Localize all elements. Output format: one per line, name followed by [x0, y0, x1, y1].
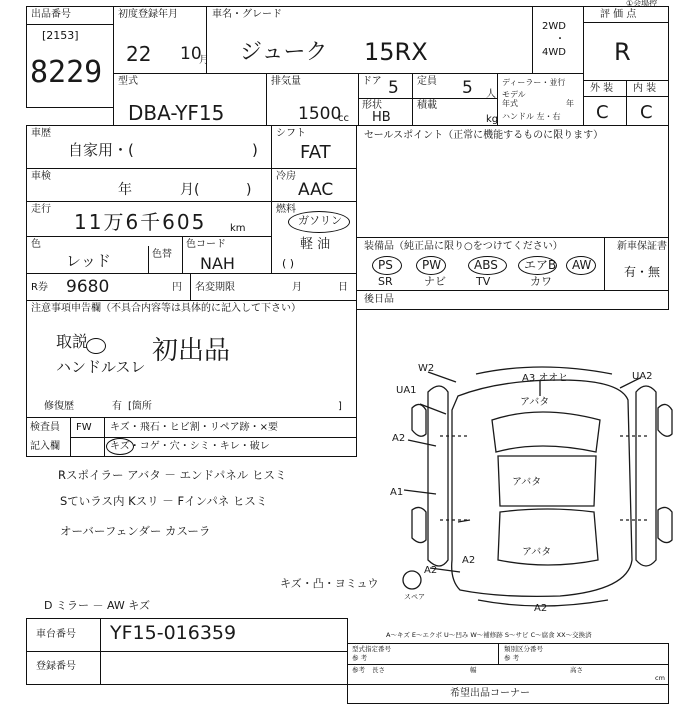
exterior-grade: C — [596, 102, 609, 123]
inspector-label-2: 記入欄 — [30, 441, 60, 452]
equipment-item: ABS — [474, 258, 498, 272]
load-label: 積載 — [417, 100, 437, 111]
color-code-value: NAH — [200, 254, 235, 273]
drive-2wd: 2WD — [542, 21, 566, 32]
dealer-label: ディーラー・並行 — [502, 78, 566, 87]
damage-mark: A1 — [390, 487, 404, 498]
inspector-fw: FW — [76, 422, 92, 433]
chassis-number: YF15-016359 — [110, 622, 237, 644]
damage-mark: UA2 — [632, 371, 653, 382]
type-label: 型式 — [118, 76, 138, 87]
door-label: ドア — [362, 76, 382, 87]
shift-label: シフト — [276, 128, 306, 139]
registration-label: 初度登録年月 — [118, 9, 178, 20]
type-value: DBA-YF15 — [128, 101, 225, 125]
damage-mark: アバタ — [512, 477, 542, 488]
displacement-unit: cc — [338, 113, 349, 124]
inspection-month: 月( — [180, 182, 200, 198]
model-label: 車名・グレード — [212, 9, 282, 20]
recycle-unit: 円 — [172, 282, 182, 293]
comment-line-5: D ミラー － AW キズ — [44, 599, 151, 612]
mileage-value: 11万6千605 — [74, 210, 207, 234]
color-code-label: 色コード — [186, 239, 226, 250]
inspection-year: 年 — [118, 182, 132, 198]
model-name: ジューク — [240, 40, 328, 65]
damage-mark: UA1 — [396, 385, 417, 396]
damage-mark: A2 — [534, 603, 548, 614]
damage-mark: A2 — [462, 555, 476, 566]
damage-mark: アバタ — [520, 397, 550, 408]
warranty-value: 有・無 — [624, 265, 661, 279]
interior-label: 内 装 — [633, 83, 657, 94]
damage-mark: アバタ — [522, 547, 552, 558]
interior-grade: C — [640, 102, 653, 123]
damage-mark: W2 — [418, 363, 435, 374]
color-replace-label: 色替 — [152, 249, 172, 260]
notes-label: 注意事項申告欄（不具合内容等は具体的に記入して下さい） — [31, 303, 301, 314]
model-year-label-2: 年式 — [502, 99, 518, 108]
inspector-row-1: キズ・飛石・ヒビ割・リペア跡・×要 — [110, 422, 278, 433]
name-change-label: 名変期限 — [195, 282, 235, 293]
width-label: 幅 — [470, 666, 477, 674]
mileage-unit: km — [230, 223, 246, 234]
damage-legend: A～キズ E～エクボ U～凹み W～補修跡 S～サビ C～腐食 XX～交換済 — [386, 631, 592, 639]
class-label: 類別区分番号 — [504, 645, 543, 653]
name-change-month: 月 — [292, 282, 302, 293]
damage-mark: A2 — [392, 433, 406, 444]
registration-month-unit: 月 — [199, 55, 209, 66]
drive-4wd: 4WD — [542, 47, 566, 58]
shape-value: HB — [372, 110, 391, 125]
equipment-label: 装備品（純正品に限り○をつけてください） — [364, 241, 563, 252]
fuel-paren: ( ) — [282, 257, 295, 270]
height-label: 高さ — [570, 666, 583, 674]
inspector-label-1: 検査員 — [30, 422, 60, 433]
note-handle: ハンドルスレ — [56, 358, 146, 376]
repair-close: ] — [338, 401, 342, 412]
lot-number: 8229 — [30, 55, 103, 90]
cm-unit: cm — [655, 674, 665, 682]
inspection-close: ) — [246, 182, 252, 198]
comment-line-3: オーバーフェンダー カスーラ — [60, 524, 211, 538]
type-designation-label: 型式指定番号 — [352, 645, 391, 653]
equipment-item: カワ — [530, 275, 552, 288]
evaluation-label: 評 価 点 — [600, 9, 637, 20]
equipment-item: PW — [422, 258, 442, 272]
history-close: ) — [252, 141, 258, 159]
footer-label: 希望出品コーナー — [450, 688, 530, 699]
fuel-label: 燃料 — [276, 204, 296, 215]
class-sub: 参 考 — [504, 654, 520, 662]
name-change-day: 日 — [338, 282, 348, 293]
equipment-item: エアB — [524, 258, 557, 272]
aircon-label: 冷房 — [276, 171, 296, 182]
shift-value: FAT — [300, 142, 331, 163]
venue-copy-mark: ①会場控 — [626, 0, 658, 8]
evaluation-score: R — [614, 38, 631, 66]
reg-number-label: 登録番号 — [36, 661, 76, 672]
fuel-value: ガソリン — [298, 214, 342, 227]
exterior-label: 外 装 — [590, 83, 614, 94]
note-first-listing: 初出品 — [152, 336, 231, 366]
length-ref: 参考 — [352, 666, 365, 674]
chassis-label: 車台番号 — [36, 629, 76, 640]
fuel-option: 軽 油 — [300, 237, 331, 252]
repair-value: 有 — [112, 401, 122, 412]
damage-mark: スペア — [404, 593, 425, 601]
capacity-unit: 人 — [486, 89, 496, 100]
comment-line-4: キズ・凸・ヨミュウ — [280, 577, 379, 590]
history-label: 車歴 — [31, 128, 51, 139]
sales-points-label: セールスポイント（正常に機能するものに限ります） — [364, 130, 604, 141]
lot-bracket-id: [2153] — [42, 29, 79, 42]
history-value: 自家用・( — [68, 141, 134, 159]
type-designation-sub: 参 考 — [352, 654, 368, 662]
capacity-value: 5 — [462, 78, 473, 98]
rear-items-label: 後日品 — [364, 294, 394, 305]
length-label: 長さ — [372, 666, 385, 674]
note-manual: 取説 — [56, 332, 89, 351]
equipment-item: ナビ — [424, 275, 446, 288]
inspector-row-2: キズ・コゲ・穴・シミ・キレ・破レ — [110, 441, 270, 452]
equipment-item: AW — [572, 258, 592, 272]
repair-place: [箇所 — [128, 401, 152, 412]
handle-label: ハンドル 左・右 — [502, 112, 561, 121]
model-year-unit: 年 — [566, 99, 574, 108]
equipment-item: TV — [476, 275, 491, 288]
comment-line-2: Sていラス内 Kスリ － Fインパネ ヒスミ — [60, 494, 268, 508]
registration-month: 10 — [180, 44, 202, 64]
registration-year: 22 — [126, 42, 152, 66]
color-value: レッド — [66, 252, 111, 270]
equipment-item: SR — [378, 275, 393, 288]
mileage-label: 走行 — [31, 204, 51, 215]
lot-label: 出品番号 — [31, 9, 71, 20]
model-year-label-1: モデル — [502, 90, 526, 99]
shape-label: 形状 — [362, 100, 382, 111]
drive-dot: ・ — [555, 34, 565, 45]
model-grade: 15RX — [364, 38, 428, 66]
door-value: 5 — [388, 78, 399, 98]
color-label: 色 — [31, 239, 41, 250]
damage-mark: A3 オオヒ — [522, 373, 569, 384]
comment-line-1: Rスポイラー アバタ － エンドパネル ヒスミ — [58, 468, 287, 482]
capacity-label: 定員 — [417, 76, 437, 87]
warranty-label: 新車保証書 — [617, 241, 667, 252]
load-unit: kg — [486, 114, 499, 125]
equipment-item: PS — [378, 258, 393, 272]
displacement-label: 排気量 — [271, 76, 301, 87]
damage-mark: A2 — [424, 565, 438, 576]
recycle-label: R券 — [31, 282, 48, 293]
repair-label: 修復歴 — [44, 401, 74, 412]
displacement-value: 1500 — [298, 104, 342, 124]
aircon-value: AAC — [298, 180, 334, 200]
inspection-label: 車検 — [31, 171, 51, 182]
recycle-value: 9680 — [66, 277, 110, 297]
